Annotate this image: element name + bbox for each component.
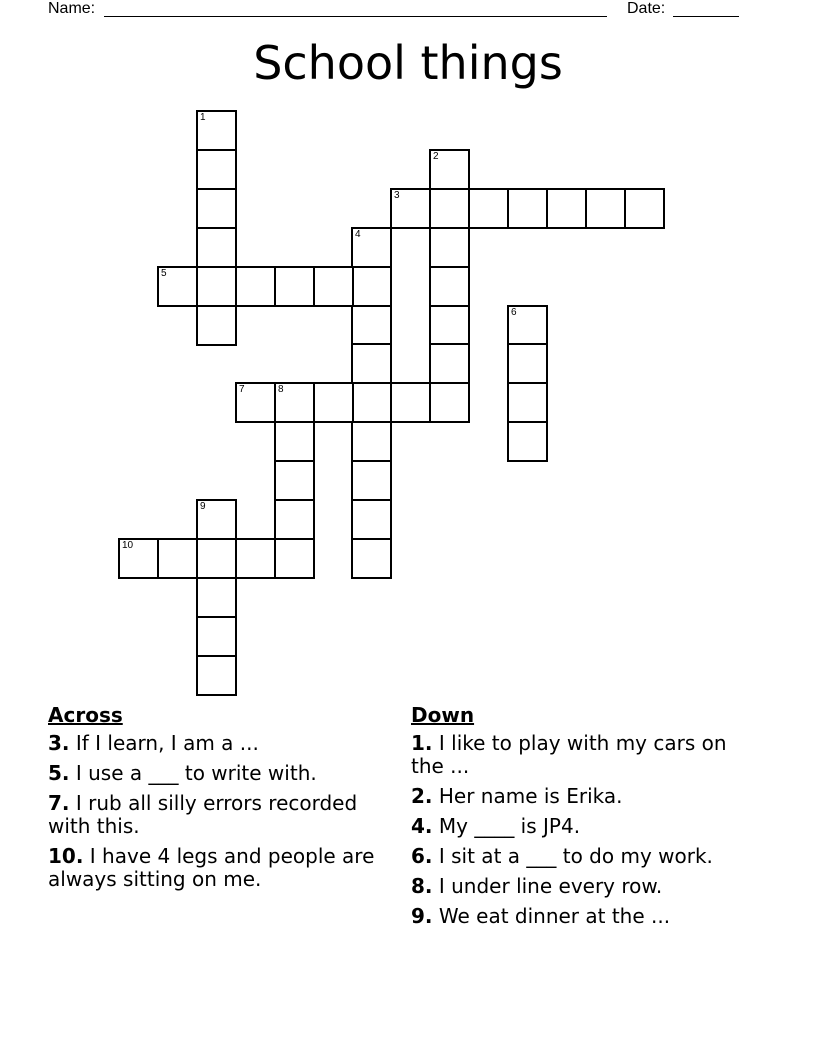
grid-cell[interactable] — [274, 499, 315, 540]
cell-number: 7 — [239, 384, 245, 395]
clue-number: 2. — [411, 784, 433, 808]
down-heading: Down — [411, 703, 475, 727]
grid-cell[interactable] — [118, 538, 159, 579]
grid-cell[interactable] — [313, 266, 354, 307]
grid-cell[interactable] — [429, 266, 470, 307]
cell-number: 6 — [511, 307, 517, 318]
grid-cell[interactable] — [507, 421, 548, 462]
grid-cell[interactable] — [546, 188, 587, 229]
cell-number: 9 — [200, 501, 206, 512]
grid-cell[interactable] — [468, 188, 509, 229]
across-clue — [48, 792, 378, 838]
grid-cell[interactable] — [196, 305, 237, 346]
grid-cell[interactable] — [196, 110, 237, 151]
grid-cell[interactable] — [196, 149, 237, 190]
name-label: Name: — [48, 0, 96, 17]
grid-cell[interactable] — [390, 188, 431, 229]
clue-number: 4. — [411, 814, 433, 838]
cell-number: 5 — [161, 268, 167, 279]
down-clue — [411, 875, 741, 898]
grid-cell[interactable] — [429, 343, 470, 384]
grid-cell[interactable] — [429, 382, 470, 423]
grid-cell[interactable] — [274, 266, 315, 307]
grid-cell[interactable] — [390, 382, 431, 423]
date-label: Date: — [627, 0, 666, 17]
clue-text: If I learn, I am a ... — [75, 731, 259, 755]
clue-text: I under line every row. — [438, 874, 663, 898]
cell-number: 10 — [122, 540, 134, 551]
across-clue — [48, 762, 378, 785]
cell-number: 8 — [278, 384, 284, 395]
across-clues — [48, 702, 378, 898]
grid-cell[interactable] — [351, 499, 392, 540]
grid-cell[interactable] — [429, 188, 470, 229]
grid-cell[interactable] — [196, 655, 237, 696]
grid-cell[interactable] — [507, 382, 548, 423]
grid-cell[interactable] — [351, 421, 392, 462]
clue-number: 10. — [48, 844, 84, 868]
clue-number: 5. — [48, 761, 70, 785]
clue-number: 7. — [48, 791, 70, 815]
across-heading: Across — [48, 703, 123, 727]
grid-cell[interactable] — [507, 188, 548, 229]
grid-cell[interactable] — [351, 382, 392, 423]
across-clue — [48, 845, 378, 891]
grid-cell[interactable] — [157, 266, 198, 307]
clue-text: I like to play with my cars on the ... — [411, 731, 727, 778]
grid-cell[interactable] — [351, 343, 392, 384]
clue-number: 1. — [411, 731, 433, 755]
grid-cell[interactable] — [274, 538, 315, 579]
grid-cell[interactable] — [157, 538, 198, 579]
grid-cell[interactable] — [196, 227, 237, 268]
across-clue — [48, 732, 378, 755]
clue-text: We eat dinner at the ... — [438, 904, 671, 928]
grid-cell[interactable] — [351, 538, 392, 579]
down-clue — [411, 815, 741, 838]
grid-cell[interactable] — [429, 149, 470, 190]
clue-text: My ____ is JP4. — [438, 814, 581, 838]
grid-cell[interactable] — [196, 538, 237, 579]
grid-cell[interactable] — [351, 227, 392, 268]
clue-text: I have 4 legs and people are always sitting on me. — [48, 844, 375, 891]
down-clue — [411, 845, 741, 868]
grid-cell[interactable] — [313, 382, 354, 423]
grid-cell[interactable] — [196, 577, 237, 618]
grid-cell[interactable] — [351, 460, 392, 501]
grid-cell[interactable] — [507, 343, 548, 384]
down-clue — [411, 785, 741, 808]
grid-cell[interactable] — [585, 188, 626, 229]
grid-cell[interactable] — [196, 616, 237, 657]
grid-cell[interactable] — [429, 227, 470, 268]
grid-cell[interactable] — [235, 266, 276, 307]
grid-cell[interactable] — [235, 538, 276, 579]
clue-number: 3. — [48, 731, 70, 755]
grid-cell[interactable] — [507, 305, 548, 346]
grid-cell[interactable] — [274, 382, 315, 423]
cell-number: 4 — [355, 229, 361, 240]
grid-cell[interactable] — [624, 188, 665, 229]
down-clue — [411, 905, 741, 928]
clue-text: I use a ___ to write with. — [75, 761, 317, 785]
grid-cell[interactable] — [351, 305, 392, 346]
clue-number: 6. — [411, 844, 433, 868]
down-clues — [411, 702, 741, 935]
down-clue — [411, 732, 741, 778]
cell-number: 3 — [394, 190, 400, 201]
grid-cell[interactable] — [351, 266, 392, 307]
grid-cell[interactable] — [274, 421, 315, 462]
grid-cell[interactable] — [196, 266, 237, 307]
grid-cell[interactable] — [429, 305, 470, 346]
clue-number: 9. — [411, 904, 433, 928]
clue-text: I sit at a ___ to do my work. — [438, 844, 713, 868]
grid-cell[interactable] — [196, 188, 237, 229]
clue-text: I rub all silly errors recorded with this. — [48, 791, 358, 838]
clue-number: 8. — [411, 874, 433, 898]
clue-text: Her name is Erika. — [438, 784, 623, 808]
grid-cell[interactable] — [235, 382, 276, 423]
page-title: School things — [253, 36, 563, 90]
cell-number: 1 — [200, 112, 206, 123]
cell-number: 2 — [433, 151, 439, 162]
grid-cell[interactable] — [274, 460, 315, 501]
grid-cell[interactable] — [196, 499, 237, 540]
